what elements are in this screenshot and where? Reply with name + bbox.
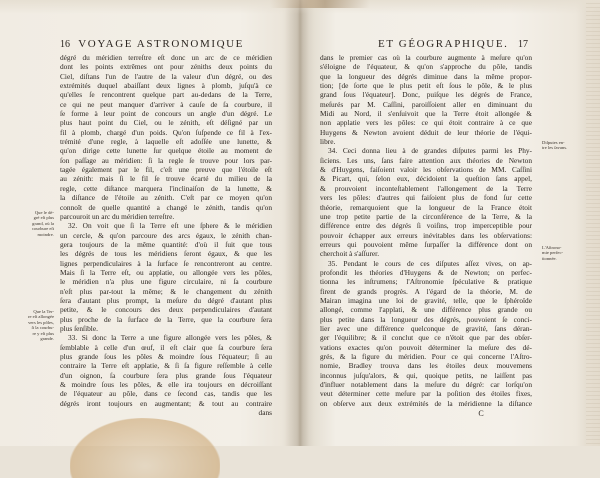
margin-note-line: Que le dé- xyxy=(34,210,54,215)
text-line: que la longueur des dégrés diminue dans la même propor- xyxy=(320,71,532,81)
margin-note-line: tre les ſavans. xyxy=(542,145,568,151)
text-line: vers les pôles: d'autres qui faiſoient plus de fond ſur cette xyxy=(320,193,532,203)
text-line: Huygens & Newton avoient déduit de leur théorie de l'équi- xyxy=(320,127,532,137)
text-line: théorie, remarquoient que la longueur de la France étoit xyxy=(320,202,532,212)
margin-note-line: grand, où la xyxy=(32,220,54,226)
text-line: ſon paſſage au méridien: ſi la regle ſe trouve pour lors par- xyxy=(60,155,272,165)
text-line: extrémités duquel abaiſſant deux lignes à plomb, juſqu'à ce xyxy=(60,81,272,91)
catchword: dans xyxy=(258,408,272,418)
text-line: tionna les inſtrumens; l'Aſtronomie ſpéculative & pratique xyxy=(320,277,532,287)
text-line: Ciel, diſtans l'un de l'autre de la valeur d'un dégré, ou des xyxy=(60,71,272,81)
text-line: & prouvoient inconteſtablement l'allongement de la Terre xyxy=(320,183,532,193)
text-line: libre. xyxy=(320,137,336,147)
text-line: dont les points extrêmes ont pour zéniths deux points du xyxy=(60,62,272,72)
text-line: lignes perpendiculaires à la ſurface ſe rencontreront au centre. xyxy=(60,258,272,268)
text-line: & moindre ſous les pôles, & elle ira toujours en décroiſſant xyxy=(60,380,272,390)
text-line: Mairan imagina une loi de gravité, telle, que le ſphéroïde xyxy=(320,295,532,305)
text-line: pouvoir échapper aux erreurs inévitables dans les obſervations: xyxy=(320,230,532,240)
margin-note-line: ſi la courbu- xyxy=(31,325,54,331)
text-line: d'influer notablement dans la meſure du dégré: car lorſqu'on xyxy=(320,380,532,390)
text-line: fil à plomb, chargé d'un poids. Qu'on ſuſpende ce fil à l'ex- xyxy=(60,127,272,137)
text-line: 33. Si donc la Terre a une figure allongée vers les pôles, & xyxy=(68,333,272,343)
text-line: plus haut point du Ciel, ou le zénith, eſt déſigné par un xyxy=(60,118,272,128)
text-line: gera toujours de la même quantité: d'où il ſuit que tous xyxy=(60,239,272,249)
signature-mark: C xyxy=(478,409,484,419)
text-line: dégrés iront toujours en augmentant; & tout au contraire xyxy=(60,398,272,408)
text-line: allongé, comme l'applati, & une différence plus grande ou xyxy=(320,305,532,315)
margin-note-line: vers les pôles, xyxy=(28,319,54,325)
text-line: le méridien n'a plus une figure circulaire, ni ſa courbure xyxy=(60,277,272,287)
text-line: trémité d'une regle, à laquelle eſt adoſſée une lunette, & xyxy=(60,137,272,147)
page-number: 16 xyxy=(60,39,70,50)
text-line: ſemblable à celle d'un œuf, il eſt clair que ſa courbure ſera xyxy=(60,342,272,352)
text-line: plus ſenſible. xyxy=(60,323,98,333)
margin-note xyxy=(24,210,54,237)
text-line: grand ſous l'équateur]. Donc, puiſque les dégrés de France, xyxy=(320,90,532,100)
text-line: on obſerve aux deux extrémités de la méridienne la diſtance xyxy=(320,398,532,408)
text-line: grés, & la figure du méridien. Pour ce qui concerne l'Aſtro- xyxy=(320,352,532,361)
text-line: tion; [de ſorte que le plus petit eſt ſous le pôle, & le plus xyxy=(320,81,532,91)
right-page-header xyxy=(320,38,532,52)
text-line: cherchoit à s'aſſurer. xyxy=(320,249,380,259)
text-line: plus proche de la ſurface de la Terre, que la courbure ſera xyxy=(60,314,272,324)
book-gutter xyxy=(285,0,315,446)
text-line: connoît de quelle quantité a changé le zénith, tandis qu'on xyxy=(60,202,272,212)
margin-note-line: gré eſt plus xyxy=(33,215,54,221)
running-head: ET GÉOGRAPHIQUE. xyxy=(378,38,509,50)
text-line: n'eſt plus par-tout la même; & le changement du zénith xyxy=(60,286,272,296)
text-line: ſiciens. Les uns, ſans faire attention aux théories de Newton xyxy=(320,155,532,165)
text-line: ſera d'autant plus prompt, la meſure du dégré d'autant plus xyxy=(60,295,272,305)
text-line: un cercle, & qu'on parcoure des arcs égaux, le zénith chan- xyxy=(60,230,272,240)
text-line: meſurés par M. Caſſini, paroiſſoient aller en diminuant du xyxy=(320,99,532,109)
right-page xyxy=(320,38,532,418)
text-line: regle, cette diſtance marquera l'inclinaiſon de la lunette, & xyxy=(60,183,272,193)
text-line: qu'on dirige cette lunette ſur quelque étoile au moment de xyxy=(60,146,272,156)
text-line: de l'équateur au pôle, dans ce ſecond cas, tandis que les xyxy=(60,389,272,399)
left-page-header xyxy=(60,38,272,52)
text-line: les dégrés de tous les méridiens ſeront égaux, & que les xyxy=(60,249,272,259)
margin-note-line: re y eſt plus xyxy=(32,330,54,336)
text-line: 35. Pendant le cours de ces diſputes aſſez vives, on ap- xyxy=(328,258,532,268)
margin-note xyxy=(542,140,572,151)
text-line: Mais ſi la Terre eſt, ou applatie, ou allongée vers les pôles, xyxy=(60,267,272,277)
text-line: qu'elles ſe rencontrent quelque part au-dedans de la Terre, xyxy=(60,90,272,100)
text-line: ce qui ne peut manquer d'arriver à cauſe de ſa courbure, il xyxy=(60,99,272,109)
margin-note-line: Que la Ter- xyxy=(33,309,54,314)
text-line: 34. Ceci donna lieu à de grandes diſputes parmi les Phy- xyxy=(328,146,532,156)
text-line: s'éloigne de l'équateur, & qu'on s'approche du pôle, tandis xyxy=(320,62,532,72)
page-number: 17 xyxy=(518,39,528,50)
text-line: inconnus juſqu'alors, & qui, quoique petits, ne laiſſent pas xyxy=(320,370,532,380)
text-line: différence entre des dégrés ſi voiſins, trop imperceptible pour xyxy=(320,221,532,231)
margin-note-line: courbure eſt xyxy=(31,226,54,232)
text-line: 32. On voit que ſi la Terre eſt une ſphere & le méridien xyxy=(68,221,272,231)
text-line: vations exactes qu'on pouvoit déterminer la meſure des dé- xyxy=(320,342,532,352)
margin-note-line: tionnée. xyxy=(542,255,557,261)
margin-note-line: re eſt allongée xyxy=(27,314,54,320)
margin-note-line: grande. xyxy=(40,336,54,342)
text-line: erreurs qui pouvoient même ſurpaſſer la différence dont on xyxy=(320,239,532,249)
text-line: au zénith: mais ſi le fil ſe trouve écarté du milieu de la xyxy=(60,174,272,184)
page-edges xyxy=(586,0,600,446)
text-line: contraire la Terre eſt applatie, & ſi ſa figure reſſemble à celle xyxy=(60,361,272,371)
text-line: ger l'équilibre; & il conclut que ce n'étoit que par des obſer- xyxy=(320,333,532,343)
text-line: ſe forme à leur point de concours un angle d'un dégré. Le xyxy=(60,109,272,119)
text-line: une trop petite partie de la circonférence de la Terre, & la xyxy=(320,211,532,221)
text-line: veut déterminer cette meſure par la poſition des étoiles fixes, xyxy=(320,389,532,399)
right-page-body xyxy=(320,53,532,408)
text-line: plus grande ſous les pôles & moindre ſous l'équateur; ſi au xyxy=(60,352,272,361)
text-line: tagée également par le fil, c'eſt une preuve que l'étoile eſt xyxy=(60,165,272,175)
margin-note xyxy=(542,245,572,261)
text-line: non applatie vers les pôles: ce qui étoit contraire à ce que xyxy=(320,118,532,128)
margin-note xyxy=(24,309,54,341)
text-line: lier avec une différence quelconque de gravité, ſans déran- xyxy=(320,323,532,333)
text-line: plus petite dans la longueur des dégrés, pouvoient ſe conci- xyxy=(320,314,532,324)
text-line: & d'Huygens, faiſoient valoir les obſervations de MM. Caſſini xyxy=(320,165,532,175)
text-line: la diſtance de l'étoile au zénith. C'eſt par ce moyen qu'on xyxy=(60,193,272,203)
text-line: dégré du méridien terreſtre eſt donc un arc de ce méridien xyxy=(60,53,272,62)
text-line: Midi au Nord, il s'enſuivoit que la Terre étoit allongée & xyxy=(320,109,532,119)
margin-note-line: moindre. xyxy=(37,231,54,237)
text-line: dans le premier cas où la courbure augmente à meſure qu'on xyxy=(320,53,532,62)
left-page-body xyxy=(60,53,272,408)
running-head: VOYAGE ASTRONOMIQUE xyxy=(78,38,244,50)
water-stain xyxy=(70,418,220,478)
margin-note-line: Diſputes en- xyxy=(542,140,565,145)
text-line: firent de grands progrès. A l'égard de la théorie, M. de xyxy=(320,286,532,296)
margin-note-line: L'Aſtrono- xyxy=(542,245,562,250)
text-line: & Picart, qui, ſelon eux, décidoient la queſtion ſans appel, xyxy=(320,174,532,184)
text-line: profondit les théories d'Huygens & de Newton; on perfec- xyxy=(320,267,532,277)
text-line: parcouroit un arc du méridien terreſtre. xyxy=(60,211,175,221)
text-line: petite, & le concours des deux perpendiculaires d'autant xyxy=(60,305,272,315)
text-line: d'un oignon, ſa courbure ſera plus grande ſous l'équateur xyxy=(60,370,272,380)
text-line: nomie, Bradley trouva dans les étoiles deux mouvemens xyxy=(320,361,532,371)
margin-note-line: mie perfec- xyxy=(542,250,564,256)
left-page xyxy=(60,38,272,417)
